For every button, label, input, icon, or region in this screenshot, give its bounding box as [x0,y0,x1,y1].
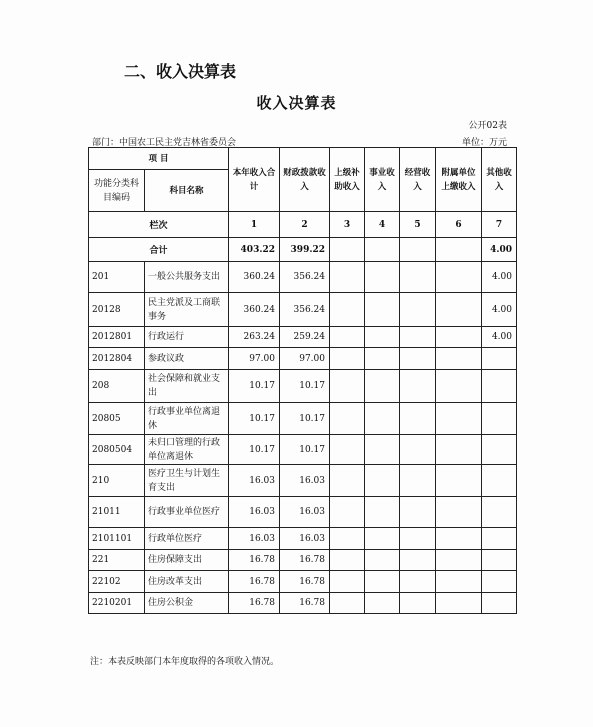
name-cell: 社会保障和就业支出 [145,370,229,403]
empty-cell [330,238,365,262]
value-cell: 16.78 [280,550,330,571]
empty-cell [365,403,400,435]
empty-cell [330,327,365,348]
value-cell: 16.03 [229,528,280,550]
empty-cell [400,528,436,550]
table-row [89,465,517,497]
empty-cell [365,593,400,614]
index-cell: 5 [400,212,436,238]
name-cell: 参政议政 [145,348,229,370]
empty-cell [365,435,400,465]
header-func-code: 功能分类科目编码 [89,170,145,212]
table-row [89,435,517,465]
value-cell: 4.00 [482,327,517,348]
value-cell: 16.03 [280,465,330,497]
name-cell: 行政事业单位医疗 [145,497,229,528]
empty-cell [400,571,436,593]
value-cell: 16.78 [229,571,280,593]
value-cell: 97.00 [229,348,280,370]
empty-cell [365,571,400,593]
empty-cell [365,550,400,571]
header-col7: 其他收入 [482,148,517,212]
total-cell: 4.00 [482,238,517,262]
table-row [89,327,517,348]
empty-cell [400,327,436,348]
code-cell: 221 [89,550,145,571]
table-row [89,293,517,327]
empty-cell [436,348,482,370]
value-cell: 4.00 [482,293,517,327]
department-label: 部门：中国农工民主党吉林省委员会 [92,138,237,148]
empty-cell [436,571,482,593]
empty-cell [436,497,482,528]
table-row [89,528,517,550]
empty-cell [365,293,400,327]
value-cell: 356.24 [280,262,330,293]
value-cell: 16.78 [280,593,330,614]
empty-cell [330,435,365,465]
code-cell: 2210201 [89,593,145,614]
total-cell: 403.22 [229,238,280,262]
value-cell [482,370,517,403]
code-cell: 2012801 [89,327,145,348]
empty-cell [436,403,482,435]
index-cell: 6 [436,212,482,238]
empty-cell [400,593,436,614]
code-cell: 208 [89,370,145,403]
empty-cell [330,465,365,497]
empty-cell [330,370,365,403]
header-col2: 财政拨款收入 [280,148,330,212]
code-cell: 201 [89,262,145,293]
table-row [89,550,517,571]
total-label: 合计 [89,238,229,262]
value-cell [482,403,517,435]
table-row [89,262,517,293]
code-cell: 20128 [89,293,145,327]
code-cell: 20805 [89,403,145,435]
header-project: 项 目 [89,148,229,170]
empty-cell [400,435,436,465]
section-heading: 二、收入决算表 [124,62,237,81]
table-row [89,593,517,614]
name-cell: 民主党派及工商联事务 [145,293,229,327]
empty-cell [330,403,365,435]
total-row [89,238,517,262]
value-cell [482,571,517,593]
empty-cell [436,293,482,327]
value-cell: 10.17 [229,435,280,465]
header-col4: 事业收入 [365,148,400,212]
value-cell [482,593,517,614]
value-cell: 97.00 [280,348,330,370]
footnote: 注：本表反映部门本年度取得的各项收入情况。 [90,657,280,667]
name-cell: 住房保障支出 [145,550,229,571]
table-row [89,348,517,370]
empty-cell [365,262,400,293]
empty-cell [436,238,482,262]
empty-cell [400,293,436,327]
header-col5: 经营收入 [400,148,436,212]
unit-label: 单位：万元 [461,138,507,148]
value-cell [482,435,517,465]
table-code: 公开02表 [468,121,507,131]
empty-cell [330,497,365,528]
name-cell: 行政单位医疗 [145,528,229,550]
code-cell: 2080504 [89,435,145,465]
empty-cell [330,348,365,370]
total-cell: 399.22 [280,238,330,262]
value-cell: 360.24 [229,262,280,293]
header-subject-name: 科目名称 [145,170,229,212]
value-cell: 16.03 [229,497,280,528]
index-cell: 1 [229,212,280,238]
value-cell: 10.17 [280,403,330,435]
empty-cell [436,528,482,550]
index-cell: 4 [365,212,400,238]
value-cell: 16.03 [280,528,330,550]
empty-cell [436,435,482,465]
value-cell: 4.00 [482,262,517,293]
income-table [88,147,517,614]
table-row [89,370,517,403]
value-cell: 16.78 [229,550,280,571]
value-cell [482,528,517,550]
name-cell: 未归口管理的行政单位离退休 [145,435,229,465]
header-col6: 附属单位上缴收入 [436,148,482,212]
empty-cell [436,550,482,571]
empty-cell [400,550,436,571]
index-cell: 7 [482,212,517,238]
code-cell: 22102 [89,571,145,593]
name-cell: 行政运行 [145,327,229,348]
value-cell: 16.03 [280,497,330,528]
empty-cell [400,497,436,528]
page-title: 收入决算表 [256,94,337,112]
code-cell: 21011 [89,497,145,528]
empty-cell [330,528,365,550]
header-col3: 上级补助收入 [330,148,365,212]
empty-cell [400,370,436,403]
empty-cell [436,327,482,348]
value-cell: 10.17 [229,370,280,403]
empty-cell [400,262,436,293]
table-row [89,571,517,593]
value-cell: 16.78 [229,593,280,614]
name-cell: 一般公共服务支出 [145,262,229,293]
empty-cell [436,370,482,403]
value-cell: 259.24 [280,327,330,348]
table-row [89,497,517,528]
empty-cell [365,327,400,348]
code-cell: 210 [89,465,145,497]
name-cell: 住房公积金 [145,593,229,614]
code-cell: 2101101 [89,528,145,550]
empty-cell [400,348,436,370]
empty-cell [436,465,482,497]
empty-cell [330,293,365,327]
empty-cell [330,550,365,571]
index-row [89,212,517,238]
empty-cell [365,497,400,528]
index-cell: 2 [280,212,330,238]
table-row [89,403,517,435]
empty-cell [365,370,400,403]
value-cell: 16.78 [280,571,330,593]
empty-cell [436,593,482,614]
empty-cell [365,465,400,497]
value-cell [482,497,517,528]
value-cell [482,465,517,497]
value-cell: 10.17 [229,403,280,435]
value-cell: 16.03 [229,465,280,497]
name-cell: 行政事业单位离退休 [145,403,229,435]
value-cell: 356.24 [280,293,330,327]
empty-cell [365,348,400,370]
code-cell: 2012804 [89,348,145,370]
value-cell: 10.17 [280,435,330,465]
index-label: 栏次 [89,212,229,238]
empty-cell [400,238,436,262]
value-cell [482,348,517,370]
empty-cell [400,465,436,497]
value-cell: 263.24 [229,327,280,348]
name-cell: 医疗卫生与计划生育支出 [145,465,229,497]
value-cell [482,550,517,571]
empty-cell [365,238,400,262]
empty-cell [400,403,436,435]
empty-cell [436,262,482,293]
value-cell: 10.17 [280,370,330,403]
index-cell: 3 [330,212,365,238]
empty-cell [330,262,365,293]
name-cell: 住房改革支出 [145,571,229,593]
header-col1: 本年收入合计 [229,148,280,212]
empty-cell [330,571,365,593]
value-cell: 360.24 [229,293,280,327]
empty-cell [330,593,365,614]
empty-cell [365,528,400,550]
